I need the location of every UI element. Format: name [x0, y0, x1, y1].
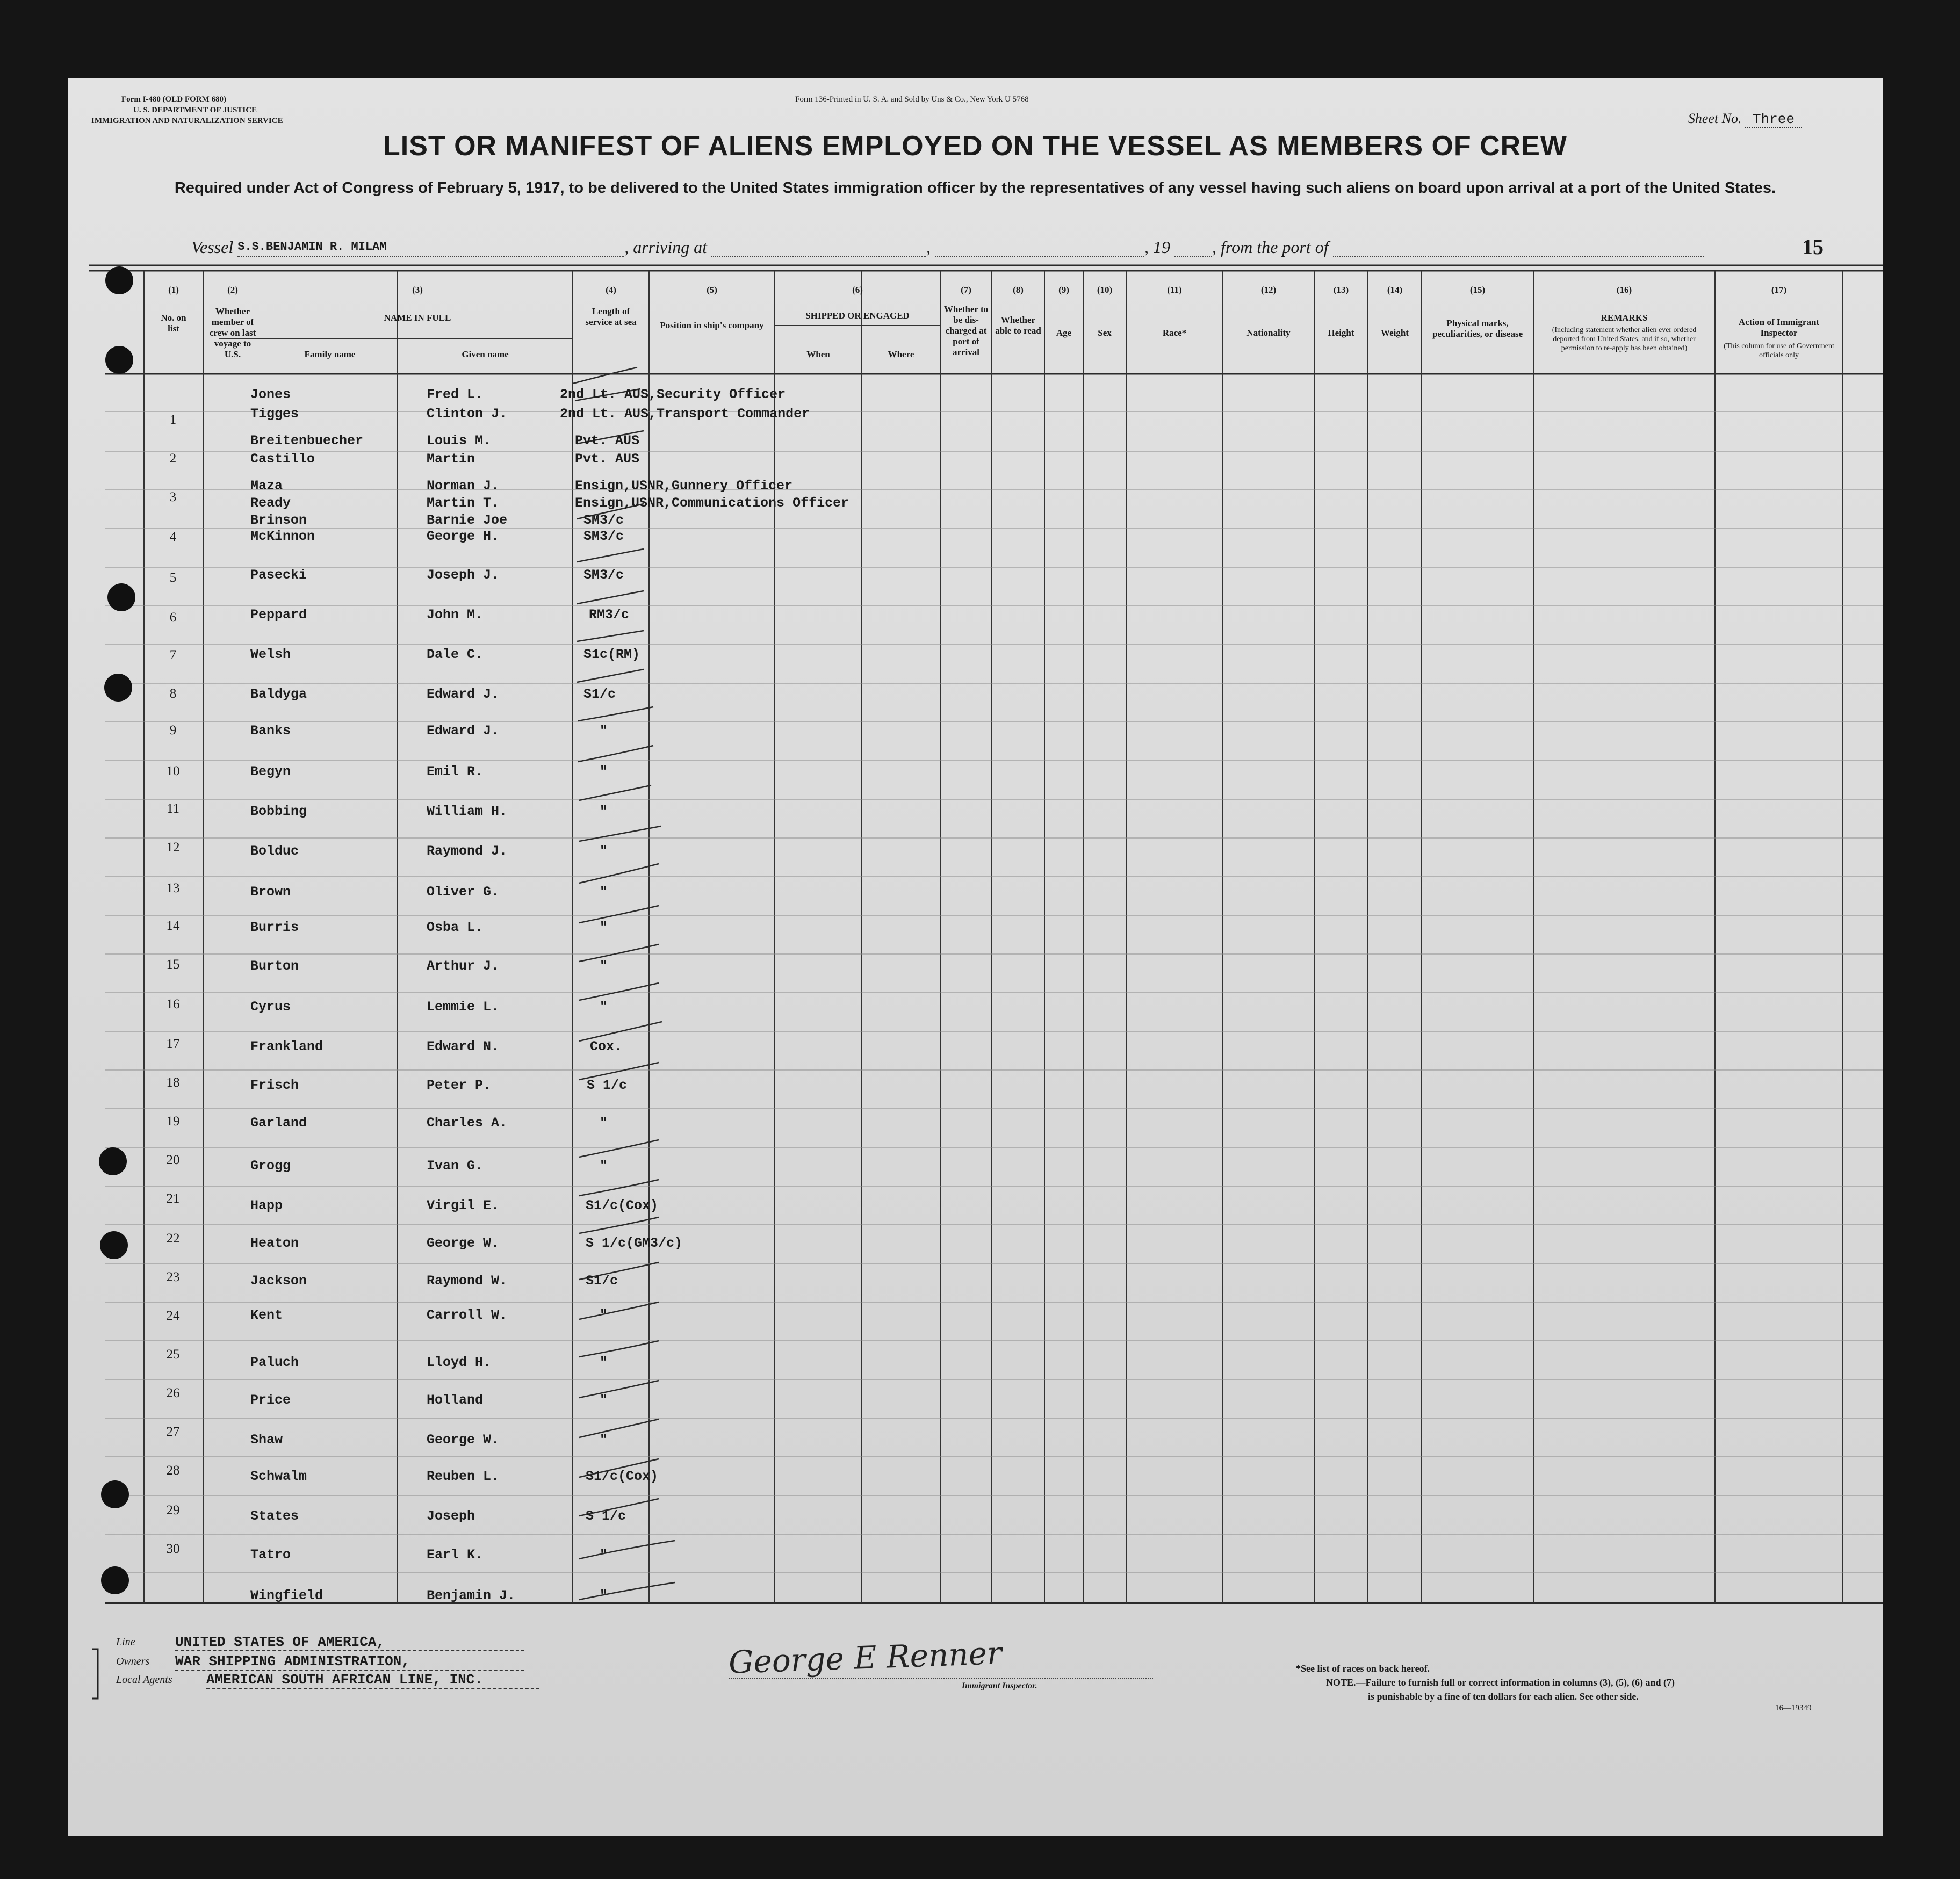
family-name: Ready	[250, 495, 291, 511]
col-12-number: (12)	[1260, 285, 1277, 295]
row-number: 21	[166, 1191, 180, 1206]
family-name: Garland	[250, 1115, 307, 1131]
given-name: Arthur J.	[427, 958, 500, 974]
races-note: *See list of races on back hereof.	[1296, 1663, 1430, 1674]
family-name: Price	[250, 1392, 291, 1408]
col-7-number: (7)	[961, 285, 971, 295]
col-2-number: (2)	[227, 285, 238, 295]
service-position: "	[600, 764, 608, 779]
service-position: S 1/c(GM3/c)	[586, 1235, 683, 1251]
given-name: John M.	[427, 607, 484, 623]
service-position: S1/c	[586, 1273, 618, 1289]
check-marks	[573, 367, 675, 1600]
col-9-header: Age	[1056, 328, 1072, 338]
given-name: Osba L.	[427, 920, 484, 935]
col-17-header: Action of Immigrant Inspector	[1738, 317, 1820, 338]
row-number: 10	[166, 764, 180, 778]
family-name: Happ	[250, 1198, 283, 1213]
owners-value: WAR SHIPPING ADMINISTRATION,	[175, 1653, 524, 1671]
given-name: Holland	[427, 1392, 484, 1408]
col-16-header: REMARKS	[1601, 313, 1648, 323]
family-name: Frankland	[250, 1039, 323, 1054]
col-5-header: Position in ship's company	[660, 320, 764, 330]
service-position: S1c(RM)	[583, 647, 640, 662]
family-name: Baldyga	[250, 686, 307, 702]
page-number: 15	[1802, 235, 1824, 259]
service-position: Ensign,USNR,Gunnery Officer	[575, 478, 793, 494]
col-6a-header: When	[806, 349, 830, 359]
service-position: "	[600, 1547, 608, 1563]
year-label: , 19	[1144, 237, 1170, 257]
family-name: Bobbing	[250, 804, 307, 819]
given-name: Raymond W.	[427, 1273, 508, 1289]
family-name: Begyn	[250, 764, 291, 779]
given-name: Charles A.	[427, 1115, 508, 1131]
service-position: "	[600, 1158, 608, 1174]
signature: George E Renner	[727, 1635, 1003, 1681]
row-number: 19	[166, 1114, 180, 1129]
service-position: "	[600, 999, 608, 1015]
col-1-header: No. on list	[161, 313, 186, 334]
department: U. S. DEPARTMENT OF JUSTICE	[133, 106, 257, 114]
vessel-value: S.S.BENJAMIN R. MILAM	[237, 239, 624, 257]
service-position: Pvt. AUS	[575, 433, 640, 449]
arriving-label: , arriving at	[624, 237, 707, 257]
given-name: Oliver G.	[427, 884, 500, 900]
col-6b-header: Where	[888, 349, 914, 359]
row-number: 15	[166, 957, 180, 972]
row-number: 30	[166, 1542, 180, 1556]
col-8-header: Whether able to read	[995, 315, 1041, 336]
punch-hole	[107, 583, 135, 611]
family-name: McKinnon	[250, 529, 315, 544]
line-label: Line	[116, 1636, 135, 1648]
given-name: George W.	[427, 1235, 500, 1251]
col-11-number: (11)	[1167, 285, 1182, 295]
family-name: Cyrus	[250, 999, 291, 1015]
family-name: Brown	[250, 884, 291, 900]
family-name: Frisch	[250, 1078, 299, 1093]
col-11-header: Race*	[1162, 328, 1187, 338]
col-12-header: Nationality	[1246, 328, 1291, 338]
given-name: Peter P.	[427, 1078, 492, 1093]
family-name: Burris	[250, 920, 299, 935]
service-position: Pvt. AUS	[575, 451, 640, 467]
owners-label: Owners	[116, 1656, 150, 1667]
service-position: "	[600, 920, 608, 935]
given-name: Norman J.	[427, 478, 500, 494]
row-number: 13	[166, 881, 180, 895]
family-name: Castillo	[250, 451, 315, 467]
col-13-header: Height	[1328, 328, 1354, 338]
page-subtitle: Required under Act of Congress of February 5, 1917, to be delivered to the United States immigration officer by the representatives of any vessel having such aliens on board upon arrival at a port of the United States.	[174, 179, 1776, 197]
given-name: Fred L.	[427, 387, 484, 402]
row-number: 24	[166, 1309, 180, 1323]
col-16-number: (16)	[1616, 285, 1632, 295]
service-position: SM3/c	[583, 567, 624, 583]
given-name: Edward J.	[427, 686, 500, 702]
col-3b-header: Given name	[462, 349, 509, 359]
signature-line	[729, 1678, 1153, 1679]
service-position: "	[600, 1432, 608, 1448]
family-name: Grogg	[250, 1158, 291, 1174]
line-value: UNITED STATES OF AMERICA,	[175, 1634, 524, 1651]
service-position: S1/c(Cox)	[586, 1198, 659, 1213]
agents-label: Local Agents	[116, 1674, 172, 1686]
family-name: Maza	[250, 478, 283, 494]
service-position: SM3/c	[583, 512, 624, 528]
given-name: Joseph J.	[427, 567, 500, 583]
arriving-value	[711, 239, 926, 257]
punch-hole	[101, 1480, 129, 1508]
row-number: 16	[166, 997, 180, 1011]
row-number: 18	[166, 1075, 180, 1090]
from-port-value	[1333, 239, 1704, 257]
service-position: S1/c	[583, 686, 616, 702]
penalty-note: NOTE.—Failure to furnish full or correct information in columns (3), (5), (6) and (7)	[1326, 1677, 1675, 1688]
arriving-date-value	[935, 239, 1144, 257]
given-name: Raymond J.	[427, 843, 508, 859]
service-position: "	[600, 723, 608, 739]
row-number: 11	[166, 801, 180, 816]
given-name: George W.	[427, 1432, 500, 1448]
punch-hole	[99, 1147, 127, 1175]
row-number: 20	[166, 1153, 180, 1167]
printer-line: Form 136-Printed in U. S. A. and Sold by Uns & Co., New York U 5768	[795, 95, 1029, 104]
service-position: "	[600, 958, 608, 974]
col-2-header: Whether member of crew on last voyage to U.S.	[209, 306, 256, 359]
from-label: , from the port of	[1212, 237, 1329, 257]
vessel-label: Vessel	[191, 237, 234, 257]
given-name: Ivan G.	[427, 1158, 484, 1174]
inspector-label: Immigrant Inspector.	[962, 1681, 1037, 1690]
service-position: "	[600, 804, 608, 819]
row-number: 5	[169, 570, 177, 585]
service-position: S1/c(Cox)	[586, 1469, 659, 1484]
manifest-sheet	[68, 78, 1883, 1836]
row-number: 26	[166, 1386, 180, 1400]
given-name: Lloyd H.	[427, 1355, 492, 1370]
col-16-note: (Including statement whether alien ever ordered deported from United States, and if so, whether permission to re-apply has been obtained)	[1552, 326, 1697, 352]
row-number: 25	[166, 1347, 180, 1362]
family-name: States	[250, 1508, 299, 1524]
col-3-number: (3)	[412, 285, 423, 295]
family-name: Pasecki	[250, 567, 307, 583]
family-name: Breitenbuecher	[250, 433, 364, 449]
row-number: 1	[169, 413, 177, 427]
col-9-number: (9)	[1058, 285, 1069, 295]
given-name: Clinton J.	[427, 406, 508, 422]
col-1-number: (1)	[168, 285, 179, 295]
given-name: Earl K.	[427, 1547, 484, 1563]
service-position: "	[600, 1115, 608, 1131]
col-10-number: (10)	[1097, 285, 1113, 295]
given-name: Lemmie L.	[427, 999, 500, 1015]
form-number: Form I-480 (OLD FORM 680)	[121, 95, 226, 104]
given-name: Dale C.	[427, 647, 484, 662]
family-name: Tigges	[250, 406, 299, 422]
row-number: 8	[169, 686, 177, 701]
col-3a-header: Family name	[304, 349, 356, 359]
sheet-number	[1688, 111, 1802, 127]
sheet-value: Three	[1745, 111, 1802, 128]
service-position: S 1/c	[586, 1508, 626, 1524]
col-4-number: (4)	[606, 285, 616, 295]
family-name: Bolduc	[250, 843, 299, 859]
col-13-number: (13)	[1333, 285, 1349, 295]
punch-hole	[105, 346, 133, 374]
col-4-header: Length of service at sea	[585, 306, 637, 327]
row-number: 2	[169, 451, 177, 466]
given-name: Martin	[427, 451, 475, 467]
given-name: Edward J.	[427, 723, 500, 739]
given-name: Barnie Joe	[427, 512, 508, 528]
row-number: 4	[169, 530, 177, 544]
col-10-header: Sex	[1098, 328, 1112, 338]
given-name: Edward N.	[427, 1039, 500, 1054]
year-value	[1174, 239, 1212, 257]
family-name: Welsh	[250, 647, 291, 662]
row-number: 9	[169, 723, 177, 738]
service-position: "	[600, 843, 608, 859]
service-position: Cox.	[590, 1039, 623, 1054]
service-position: Ensign,USNR,Communications Officer	[575, 495, 849, 511]
row-number: 14	[166, 919, 180, 933]
bracket-icon	[89, 1647, 102, 1701]
col-6-number: (6)	[852, 285, 863, 295]
punch-hole	[100, 1231, 128, 1259]
form-code: 16—19349	[1775, 1704, 1812, 1712]
family-name: Tatro	[250, 1547, 291, 1563]
given-name: William H.	[427, 804, 508, 819]
given-name: Louis M.	[427, 433, 492, 449]
row-number: 29	[166, 1503, 180, 1517]
col-15-number: (15)	[1469, 285, 1486, 295]
given-name: George H.	[427, 529, 500, 544]
service-position: 2nd Lt. AUS,Security Officer	[560, 387, 786, 402]
family-name: Peppard	[250, 607, 307, 623]
punch-hole	[105, 266, 133, 294]
col-3-header: NAME IN FULL	[384, 313, 451, 323]
family-name: Brinson	[250, 512, 307, 528]
vessel-line: Vessel S.S.BENJAMIN R. MILAM , arriving at , , 19 , from the port of	[191, 237, 1704, 257]
col-17-number: (17)	[1771, 285, 1787, 295]
row-number: 12	[166, 840, 180, 855]
service-position: "	[600, 1355, 608, 1370]
service-position: S 1/c	[587, 1078, 628, 1093]
row-number: 28	[166, 1463, 180, 1478]
row-number: 3	[169, 490, 177, 504]
col-6-header: SHIPPED OR ENGAGED	[805, 310, 910, 321]
col-17-note: (This column for use of Government officials only	[1724, 342, 1834, 359]
given-name: Martin T.	[427, 495, 500, 511]
service-name: IMMIGRATION AND NATURALIZATION SERVICE	[91, 117, 283, 125]
given-name: Carroll W.	[427, 1307, 508, 1323]
col-14-number: (14)	[1387, 285, 1403, 295]
agents-value: AMERICAN SOUTH AFRICAN LINE, INC.	[206, 1672, 539, 1689]
punch-hole	[101, 1566, 129, 1594]
service-position: 2nd Lt. AUS,Transport Commander	[560, 406, 810, 422]
family-name: Banks	[250, 723, 291, 739]
page-title: LIST OR MANIFEST OF ALIENS EMPLOYED ON THE VESSEL AS MEMBERS OF CREW	[383, 131, 1567, 162]
row-number: 27	[166, 1425, 180, 1439]
given-name: Emil R.	[427, 764, 484, 779]
service-position: "	[600, 1307, 608, 1323]
family-name: Paluch	[250, 1355, 299, 1370]
row-number: 17	[166, 1037, 180, 1051]
row-number: 6	[169, 610, 177, 625]
family-name: Wingfield	[250, 1588, 323, 1603]
family-name: Kent	[250, 1307, 283, 1323]
family-name: Heaton	[250, 1235, 299, 1251]
service-position: "	[600, 1392, 608, 1408]
col-8-number: (8)	[1013, 285, 1024, 295]
given-name: Joseph	[427, 1508, 475, 1524]
row-number: 22	[166, 1231, 180, 1246]
service-position: RM3/c	[589, 607, 630, 623]
sheet-label: Sheet No.	[1688, 111, 1742, 126]
punch-hole	[104, 674, 132, 702]
given-name: Reuben L.	[427, 1469, 500, 1484]
given-name: Virgil E.	[427, 1198, 500, 1213]
service-position: SM3/c	[583, 529, 624, 544]
family-name: Schwalm	[250, 1469, 307, 1484]
service-position: "	[600, 1588, 608, 1603]
service-position: "	[600, 884, 608, 900]
penalty-note-2: is punishable by a fine of ten dollars for each alien. See other side.	[1368, 1691, 1639, 1702]
given-name: Benjamin J.	[427, 1588, 516, 1603]
family-name: Burton	[250, 958, 299, 974]
col-15-header: Physical marks, peculiarities, or disease	[1432, 318, 1523, 339]
col-7-header: Whether to be dis-charged at port of arrival	[943, 304, 989, 357]
family-name: Jackson	[250, 1273, 307, 1289]
col-14-header: Weight	[1381, 328, 1409, 338]
row-number: 23	[166, 1270, 180, 1284]
family-name: Jones	[250, 387, 291, 402]
row-number: 7	[169, 648, 177, 662]
family-name: Shaw	[250, 1432, 283, 1448]
col-5-number: (5)	[707, 285, 717, 295]
